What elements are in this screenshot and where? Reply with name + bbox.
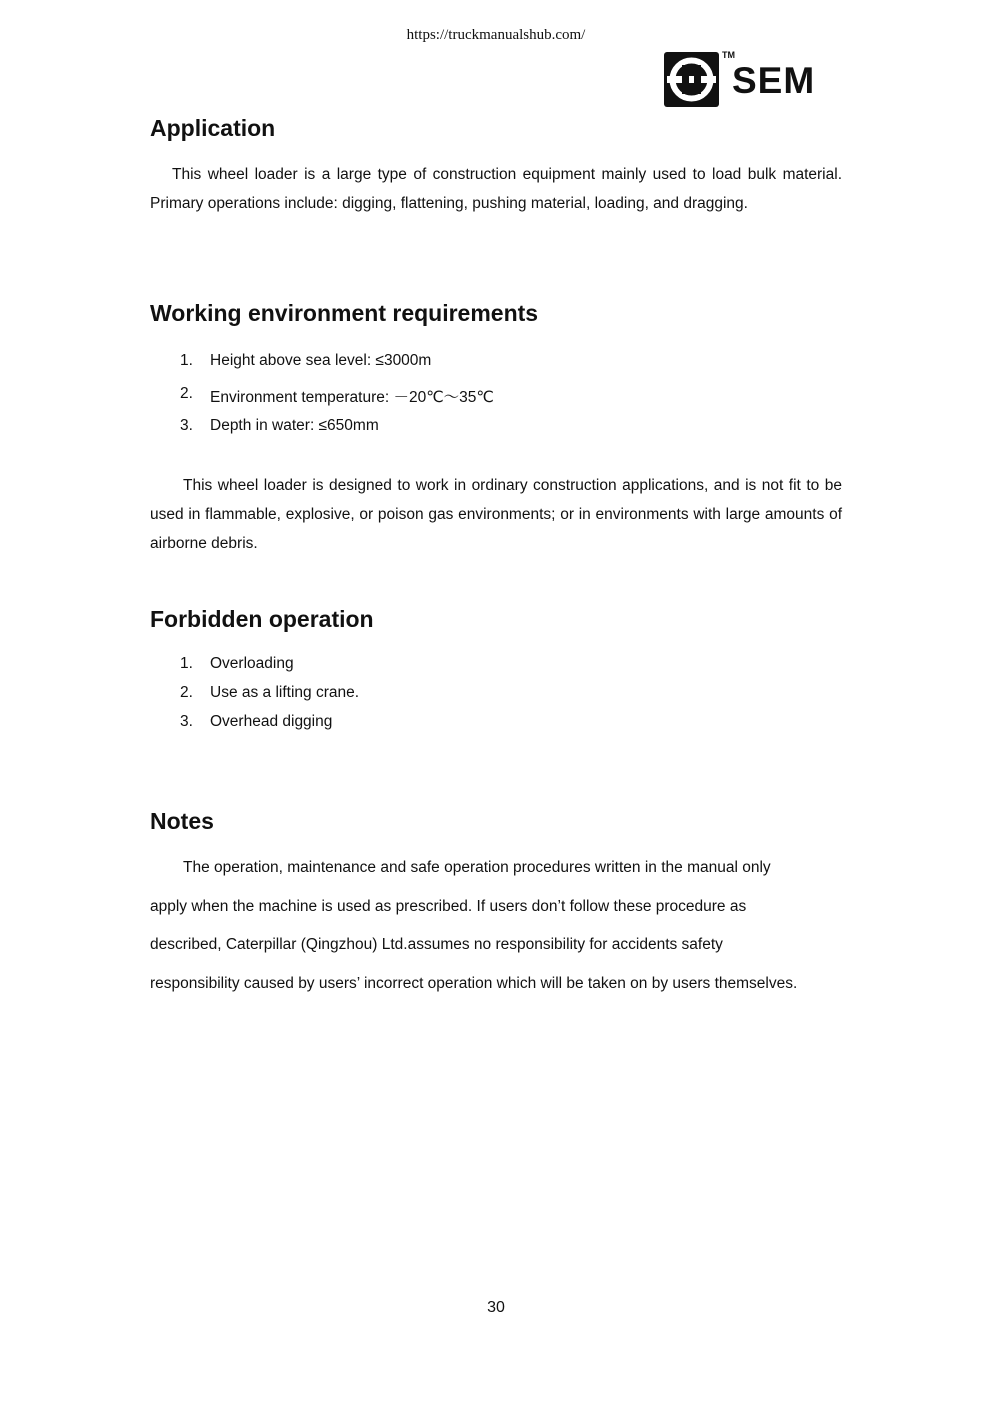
- notes-line: described, Caterpillar (Qingzhou) Ltd.assumes no responsibility for accidents safety: [150, 936, 723, 953]
- notes-heading: Notes: [150, 808, 214, 834]
- notes-line: apply when the machine is used as prescribed. If users don’t follow these procedure as: [150, 897, 747, 915]
- list-item: 2. Use as a lifting crane.: [180, 684, 360, 701]
- list-item: 3. Overhead digging: [180, 713, 333, 730]
- environment-list: [180, 352, 494, 450]
- trademark-mark: TM: [722, 50, 735, 60]
- notes-line: responsibility caused by users’ incorrect operation which will be taken on by users themselves.: [150, 974, 798, 992]
- forbidden-list: [180, 655, 359, 742]
- page-number: 30: [487, 1299, 505, 1316]
- sem-logo: [664, 49, 834, 109]
- brand-name: SEM: [732, 60, 816, 101]
- application-heading: Application: [150, 115, 276, 141]
- environment-paragraph: This wheel loader is designed to work in ordinary construction applications, and is not fit to be used in flammable, explosive, or poison gas environments; or in environments with large amounts of airborne debris.: [150, 477, 842, 552]
- application-paragraph: This wheel loader is a large type of construction equipment mainly used to load bulk material. Primary operations include: digging, flattening, pushing material, loading, and dragging.: [150, 166, 842, 212]
- environment-heading: Working environment requirements: [150, 300, 539, 326]
- notes-line: The operation, maintenance and safe operation procedures written in the manual only: [183, 859, 771, 876]
- notes-paragraph: [150, 849, 850, 1003]
- forbidden-heading: Forbidden operation: [150, 606, 374, 632]
- list-item: 2. Environment temperature: －20℃～35℃: [180, 384, 494, 406]
- source-url: https://truckmanualshub.com/: [406, 27, 586, 43]
- list-item: 1. Height above sea level: ≤3000m: [180, 352, 432, 369]
- list-item: 1. Overloading: [180, 655, 294, 672]
- list-item: 3. Depth in water: ≤650mm: [180, 417, 379, 434]
